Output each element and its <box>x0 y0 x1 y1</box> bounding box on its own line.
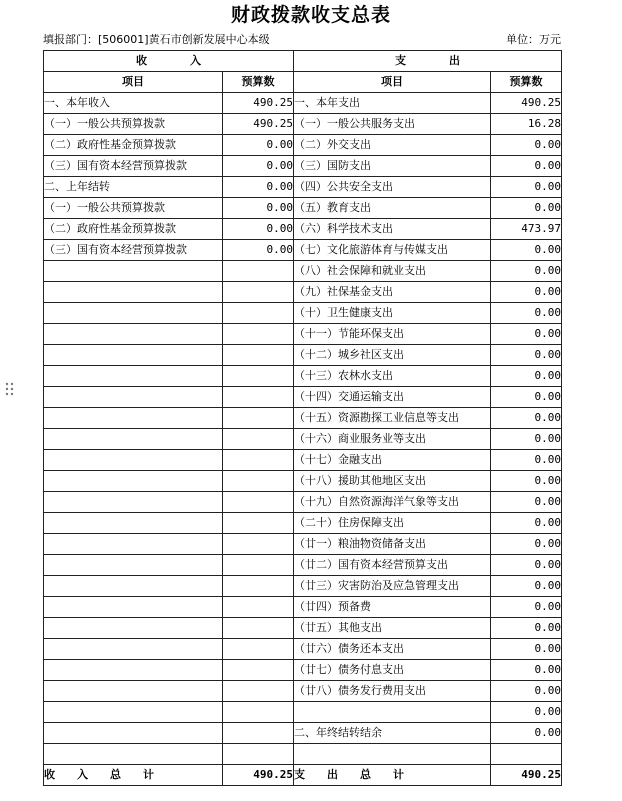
table-row <box>44 93 562 114</box>
expense-value-cell: 0.00 <box>491 555 562 576</box>
income-value-cell <box>223 303 294 324</box>
expense-value-cell: 473.97 <box>491 219 562 240</box>
expense-item-cell: （十）卫生健康支出 <box>294 303 491 324</box>
budget-summary-table <box>43 50 562 786</box>
income-value-cell <box>223 366 294 387</box>
expense-value-cell: 0.00 <box>491 471 562 492</box>
income-value-cell: 490.25 <box>223 93 294 114</box>
expense-budget-column-header: 预算数 <box>491 72 562 93</box>
expense-item-cell: 一、本年支出 <box>294 93 491 114</box>
expense-value-cell: 0.00 <box>491 429 562 450</box>
table-row <box>44 702 562 723</box>
income-item-cell <box>44 660 223 681</box>
income-value-cell <box>223 513 294 534</box>
income-item-cell <box>44 576 223 597</box>
expense-item-cell: （七）文化旅游体育与传媒支出 <box>294 240 491 261</box>
income-item-cell <box>44 282 223 303</box>
table-row <box>44 345 562 366</box>
expense-value-cell: 0.00 <box>491 156 562 177</box>
total-row <box>44 765 562 786</box>
table-row <box>44 597 562 618</box>
table-row <box>44 156 562 177</box>
table-row <box>44 198 562 219</box>
income-value-cell <box>223 408 294 429</box>
expense-value-cell: 0.00 <box>491 681 562 702</box>
expense-value-cell: 0.00 <box>491 534 562 555</box>
reporting-department: 填报部门：[506001]黄石市创新发展中心本级 <box>43 33 270 46</box>
table-row <box>44 576 562 597</box>
expense-value-cell: 0.00 <box>491 198 562 219</box>
expense-item-cell: （四）公共安全支出 <box>294 177 491 198</box>
table-row <box>44 408 562 429</box>
income-value-cell <box>223 324 294 345</box>
income-value-cell <box>223 681 294 702</box>
expense-item-cell: （廿五）其他支出 <box>294 618 491 639</box>
expense-value-cell: 0.00 <box>491 639 562 660</box>
expense-value-cell: 0.00 <box>491 450 562 471</box>
expense-item-cell: （十八）援助其他地区支出 <box>294 471 491 492</box>
expense-value-cell: 0.00 <box>491 366 562 387</box>
expense-value-cell: 0.00 <box>491 303 562 324</box>
table-row <box>44 723 562 744</box>
income-item-cell: （一）一般公共预算拨款 <box>44 198 223 219</box>
expense-item-cell: （十六）商业服务业等支出 <box>294 429 491 450</box>
table-row <box>44 324 562 345</box>
income-value-cell <box>223 534 294 555</box>
income-item-cell <box>44 492 223 513</box>
expense-value-cell: 490.25 <box>491 93 562 114</box>
expense-item-cell: 二、年终结转结余 <box>294 723 491 744</box>
expense-item-cell: （廿一）粮油物资储备支出 <box>294 534 491 555</box>
table-row <box>44 303 562 324</box>
expense-item-column-header: 项目 <box>294 72 491 93</box>
income-item-cell: （一）一般公共预算拨款 <box>44 114 223 135</box>
expense-value-cell: 0.00 <box>491 660 562 681</box>
income-item-cell <box>44 618 223 639</box>
expense-value-cell: 0.00 <box>491 324 562 345</box>
page-title: 财政拨款收支总表 <box>230 4 391 26</box>
income-value-cell <box>223 492 294 513</box>
income-item-cell <box>44 723 223 744</box>
expense-value-cell: 0.00 <box>491 618 562 639</box>
income-item-cell: 一、本年收入 <box>44 93 223 114</box>
income-item-cell <box>44 387 223 408</box>
income-value-cell <box>223 597 294 618</box>
income-value-cell <box>223 450 294 471</box>
expense-value-cell: 0.00 <box>491 177 562 198</box>
table-row <box>44 177 562 198</box>
table-row <box>44 387 562 408</box>
expense-item-cell: （二十）住房保障支出 <box>294 513 491 534</box>
income-value-cell: 0.00 <box>223 177 294 198</box>
expense-item-cell: （十三）农林水支出 <box>294 366 491 387</box>
income-item-cell <box>44 681 223 702</box>
expense-value-cell: 0.00 <box>491 702 562 723</box>
expense-item-cell: （六）科学技术支出 <box>294 219 491 240</box>
table-row <box>44 240 562 261</box>
income-value-cell <box>223 660 294 681</box>
expense-item-cell: （八）社会保障和就业支出 <box>294 261 491 282</box>
income-total-label: 收 入 总 计 <box>44 765 223 786</box>
expense-value-cell: 0.00 <box>491 282 562 303</box>
income-value-cell <box>223 282 294 303</box>
expense-item-cell: （三）国防支出 <box>294 156 491 177</box>
expense-item-cell <box>294 744 491 765</box>
expense-item-cell: （廿二）国有资本经营预算支出 <box>294 555 491 576</box>
section-header-row <box>44 51 562 72</box>
expense-total-label: 支 出 总 计 <box>294 765 491 786</box>
table-row <box>44 639 562 660</box>
income-budget-column-header: 预算数 <box>223 72 294 93</box>
income-value-cell <box>223 345 294 366</box>
income-value-cell <box>223 261 294 282</box>
expense-item-cell: （十二）城乡社区支出 <box>294 345 491 366</box>
expense-value-cell: 0.00 <box>491 135 562 156</box>
expense-value-cell: 0.00 <box>491 345 562 366</box>
income-value-cell: 0.00 <box>223 156 294 177</box>
income-item-cell <box>44 744 223 765</box>
expense-item-cell: （廿三）灾害防治及应急管理支出 <box>294 576 491 597</box>
table-row <box>44 534 562 555</box>
expense-value-cell <box>491 744 562 765</box>
expense-item-cell: （十一）节能环保支出 <box>294 324 491 345</box>
expense-section-header: 支 出 <box>294 51 562 72</box>
income-item-cell: （三）国有资本经营预算拨款 <box>44 156 223 177</box>
table-row <box>44 135 562 156</box>
income-item-cell <box>44 303 223 324</box>
table-row <box>44 450 562 471</box>
income-item-cell <box>44 408 223 429</box>
table-row <box>44 261 562 282</box>
table-row <box>44 471 562 492</box>
table-row <box>44 744 562 765</box>
income-value-cell: 0.00 <box>223 240 294 261</box>
income-value-cell: 0.00 <box>223 198 294 219</box>
expense-item-cell: （廿四）预备费 <box>294 597 491 618</box>
expense-item-cell: （廿八）债务发行费用支出 <box>294 681 491 702</box>
income-item-cell <box>44 534 223 555</box>
drag-handle-icon[interactable] <box>3 381 15 397</box>
expense-value-cell: 0.00 <box>491 723 562 744</box>
income-value-cell <box>223 429 294 450</box>
income-item-cell <box>44 429 223 450</box>
unit-label: 单位：万元 <box>506 33 561 46</box>
expense-total-value: 490.25 <box>491 765 562 786</box>
column-header-row <box>44 72 562 93</box>
table-row <box>44 219 562 240</box>
income-item-cell <box>44 366 223 387</box>
income-item-column-header: 项目 <box>44 72 223 93</box>
expense-value-cell: 0.00 <box>491 597 562 618</box>
income-item-cell: （二）政府性基金预算拨款 <box>44 135 223 156</box>
income-total-value: 490.25 <box>223 765 294 786</box>
table-row <box>44 681 562 702</box>
expense-value-cell: 0.00 <box>491 576 562 597</box>
expense-value-cell: 16.28 <box>491 114 562 135</box>
income-item-cell <box>44 261 223 282</box>
income-item-cell <box>44 471 223 492</box>
table-row <box>44 618 562 639</box>
income-item-cell: （三）国有资本经营预算拨款 <box>44 240 223 261</box>
expense-item-cell: （十五）资源勘探工业信息等支出 <box>294 408 491 429</box>
expense-item-cell: （廿七）债务付息支出 <box>294 660 491 681</box>
income-value-cell <box>223 639 294 660</box>
expense-value-cell: 0.00 <box>491 408 562 429</box>
expense-item-cell: （十七）金融支出 <box>294 450 491 471</box>
income-value-cell: 0.00 <box>223 219 294 240</box>
table-row <box>44 492 562 513</box>
income-value-cell <box>223 387 294 408</box>
income-item-cell <box>44 450 223 471</box>
income-value-cell: 490.25 <box>223 114 294 135</box>
expense-item-cell: （十四）交通运输支出 <box>294 387 491 408</box>
expense-value-cell: 0.00 <box>491 261 562 282</box>
income-item-cell <box>44 639 223 660</box>
expense-item-cell <box>294 702 491 723</box>
expense-item-cell: （十九）自然资源海洋气象等支出 <box>294 492 491 513</box>
expense-item-cell: （廿六）债务还本支出 <box>294 639 491 660</box>
income-item-cell <box>44 345 223 366</box>
income-item-cell <box>44 702 223 723</box>
expense-item-cell: （二）外交支出 <box>294 135 491 156</box>
income-item-cell: （二）政府性基金预算拨款 <box>44 219 223 240</box>
income-value-cell <box>223 618 294 639</box>
income-item-cell: 二、上年结转 <box>44 177 223 198</box>
income-item-cell <box>44 597 223 618</box>
income-item-cell <box>44 324 223 345</box>
table-row <box>44 282 562 303</box>
table-row <box>44 513 562 534</box>
expense-item-cell: （五）教育支出 <box>294 198 491 219</box>
income-item-cell <box>44 513 223 534</box>
expense-value-cell: 0.00 <box>491 240 562 261</box>
table-row <box>44 366 562 387</box>
income-section-header: 收 入 <box>44 51 294 72</box>
expense-item-cell: （一）一般公共服务支出 <box>294 114 491 135</box>
expense-item-cell: （九）社保基金支出 <box>294 282 491 303</box>
income-value-cell <box>223 702 294 723</box>
table-row <box>44 660 562 681</box>
income-item-cell <box>44 555 223 576</box>
expense-value-cell: 0.00 <box>491 492 562 513</box>
income-value-cell: 0.00 <box>223 135 294 156</box>
income-value-cell <box>223 555 294 576</box>
table-row <box>44 114 562 135</box>
table-row <box>44 555 562 576</box>
income-value-cell <box>223 744 294 765</box>
expense-value-cell: 0.00 <box>491 513 562 534</box>
income-value-cell <box>223 576 294 597</box>
expense-value-cell: 0.00 <box>491 387 562 408</box>
table-row <box>44 429 562 450</box>
income-value-cell <box>223 471 294 492</box>
income-value-cell <box>223 723 294 744</box>
